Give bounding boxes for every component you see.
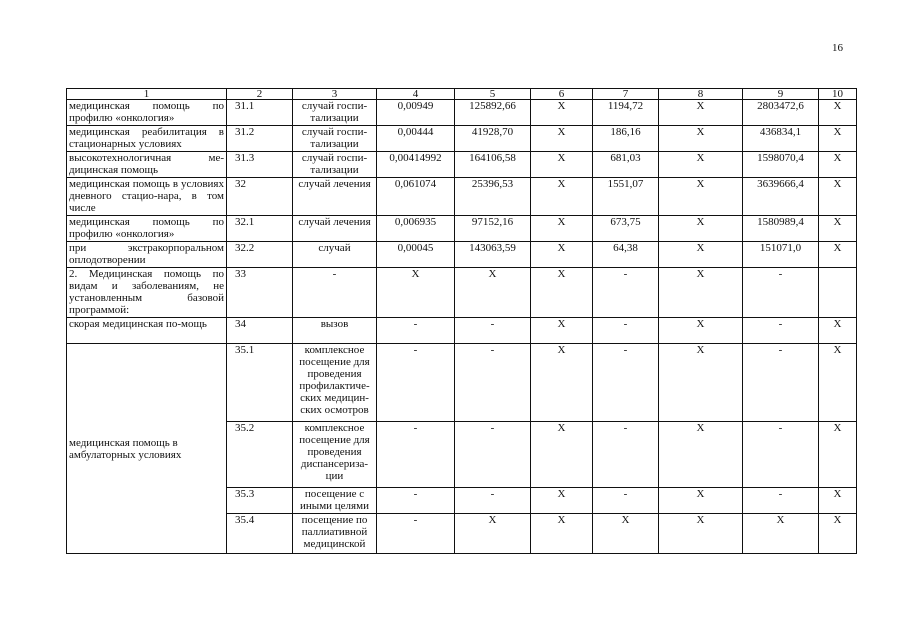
row-value-c9: 436834,1 bbox=[743, 126, 819, 152]
header-cell-4: 4 bbox=[377, 89, 455, 100]
row-value-c8: Х bbox=[659, 216, 743, 242]
row-value-c9: - bbox=[743, 488, 819, 514]
row-name: медицинская реабилитация в стационарных условиях bbox=[67, 126, 227, 152]
row-value-c7: - bbox=[593, 344, 659, 422]
row-value-c7: 64,38 bbox=[593, 242, 659, 268]
row-unit: случай лечения bbox=[293, 178, 377, 216]
row-unit: случай bbox=[293, 242, 377, 268]
row-unit: посещение по паллиативной медицинской bbox=[293, 514, 377, 554]
row-value-c8: Х bbox=[659, 422, 743, 488]
row-name: медицинская помощь по профилю «онкология» bbox=[67, 100, 227, 126]
row-value-c9: - bbox=[743, 422, 819, 488]
row-value-c4: Х bbox=[377, 268, 455, 318]
row-value-c10: Х bbox=[819, 126, 857, 152]
row-unit: случай лечения bbox=[293, 216, 377, 242]
row-value-c10: Х bbox=[819, 488, 857, 514]
row-unit: комплексное посещение для проведения диспансериза-ции bbox=[293, 422, 377, 488]
row-number: 33 bbox=[227, 268, 293, 318]
row-value-c5: - bbox=[455, 344, 531, 422]
header-cell-2: 2 bbox=[227, 89, 293, 100]
row-name: медицинская помощь в условиях дневного стацио-нара, в том числе bbox=[67, 178, 227, 216]
row-value-c7: - bbox=[593, 422, 659, 488]
row-value-c4: - bbox=[377, 488, 455, 514]
row-value-c7: Х bbox=[593, 514, 659, 554]
row-value-c5: - bbox=[455, 488, 531, 514]
row-value-c5: 97152,16 bbox=[455, 216, 531, 242]
row-value-c6: Х bbox=[531, 318, 593, 344]
row-value-c4: 0,00045 bbox=[377, 242, 455, 268]
row-value-c7: - bbox=[593, 488, 659, 514]
row-value-c6: Х bbox=[531, 514, 593, 554]
header-cell-5: 5 bbox=[455, 89, 531, 100]
header-row bbox=[67, 89, 857, 100]
row-value-c8: Х bbox=[659, 100, 743, 126]
row-value-c7: 186,16 bbox=[593, 126, 659, 152]
row-unit: посещение с иными целями bbox=[293, 488, 377, 514]
row-unit: комплексное посещение для проведения профилактиче-ских медицин-ских осмотров bbox=[293, 344, 377, 422]
row-value-c6: Х bbox=[531, 242, 593, 268]
row-number: 31.2 bbox=[227, 126, 293, 152]
row-number: 31.1 bbox=[227, 100, 293, 126]
data-table bbox=[66, 88, 857, 554]
row-unit: случай госпи-тализации bbox=[293, 126, 377, 152]
row-value-c8: Х bbox=[659, 152, 743, 178]
row-value-c10: Х bbox=[819, 422, 857, 488]
row-unit: вызов bbox=[293, 318, 377, 344]
row-value-c5: - bbox=[455, 422, 531, 488]
row-value-c6: Х bbox=[531, 488, 593, 514]
row-value-c5: 164106,58 bbox=[455, 152, 531, 178]
row-number: 35.1 bbox=[227, 344, 293, 422]
table-row bbox=[67, 152, 857, 178]
row-value-c6: Х bbox=[531, 126, 593, 152]
row-unit: случай госпи-тализации bbox=[293, 100, 377, 126]
row-value-c7: 1551,07 bbox=[593, 178, 659, 216]
header-cell-10: 10 bbox=[819, 89, 857, 100]
row-value-c8: Х bbox=[659, 268, 743, 318]
row-value-c4: - bbox=[377, 318, 455, 344]
row-value-c10 bbox=[819, 268, 857, 318]
row-name: высокотехнологичная ме-дицинская помощь bbox=[67, 152, 227, 178]
row-value-c4: - bbox=[377, 344, 455, 422]
row-value-c5: 25396,53 bbox=[455, 178, 531, 216]
row-value-c9: Х bbox=[743, 514, 819, 554]
row-value-c10: Х bbox=[819, 100, 857, 126]
row-value-c4: 0,061074 bbox=[377, 178, 455, 216]
row-value-c8: Х bbox=[659, 318, 743, 344]
row-value-c9: - bbox=[743, 344, 819, 422]
row-value-c4: 0,00414992 bbox=[377, 152, 455, 178]
row-value-c8: Х bbox=[659, 344, 743, 422]
page-number: 16 bbox=[832, 42, 843, 54]
row-name: при экстракорпоральном оплодотворении bbox=[67, 242, 227, 268]
row-number: 35.4 bbox=[227, 514, 293, 554]
row-value-c9: 2803472,6 bbox=[743, 100, 819, 126]
header-cell-6: 6 bbox=[531, 89, 593, 100]
row-value-c10: Х bbox=[819, 242, 857, 268]
row-value-c9: - bbox=[743, 318, 819, 344]
row-value-c5: Х bbox=[455, 514, 531, 554]
row-value-c8: Х bbox=[659, 242, 743, 268]
row-number: 32.2 bbox=[227, 242, 293, 268]
row-value-c6: Х bbox=[531, 268, 593, 318]
row-value-c4: 0,006935 bbox=[377, 216, 455, 242]
row-name: скорая медицинская по-мощь bbox=[67, 318, 227, 344]
row-value-c6: Х bbox=[531, 422, 593, 488]
table-row bbox=[67, 318, 857, 344]
ambulatory-group-name: медицинская помощь в амбулаторных условиях bbox=[67, 344, 227, 554]
row-number: 31.3 bbox=[227, 152, 293, 178]
row-number: 35.3 bbox=[227, 488, 293, 514]
row-value-c9: 151071,0 bbox=[743, 242, 819, 268]
row-value-c5: 41928,70 bbox=[455, 126, 531, 152]
table-row bbox=[67, 178, 857, 216]
row-number: 35.2 bbox=[227, 422, 293, 488]
row-value-c5: 143063,59 bbox=[455, 242, 531, 268]
row-value-c7: 673,75 bbox=[593, 216, 659, 242]
row-value-c9: 1598070,4 bbox=[743, 152, 819, 178]
row-unit: случай госпи-тализации bbox=[293, 152, 377, 178]
row-value-c5: Х bbox=[455, 268, 531, 318]
row-value-c4: - bbox=[377, 422, 455, 488]
row-number: 32 bbox=[227, 178, 293, 216]
table-row bbox=[67, 100, 857, 126]
table-row bbox=[67, 268, 857, 318]
header-cell-3: 3 bbox=[293, 89, 377, 100]
header-cell-1: 1 bbox=[67, 89, 227, 100]
row-value-c5: - bbox=[455, 318, 531, 344]
table-row bbox=[67, 344, 857, 422]
row-value-c6: Х bbox=[531, 216, 593, 242]
row-value-c6: Х bbox=[531, 100, 593, 126]
row-value-c7: 681,03 bbox=[593, 152, 659, 178]
row-value-c7: 1194,72 bbox=[593, 100, 659, 126]
header-cell-7: 7 bbox=[593, 89, 659, 100]
row-value-c10: Х bbox=[819, 344, 857, 422]
row-value-c6: Х bbox=[531, 178, 593, 216]
row-value-c4: - bbox=[377, 514, 455, 554]
table-row bbox=[67, 126, 857, 152]
row-number: 34 bbox=[227, 318, 293, 344]
row-value-c10: Х bbox=[819, 514, 857, 554]
row-value-c10: Х bbox=[819, 152, 857, 178]
row-value-c10: Х bbox=[819, 318, 857, 344]
row-value-c8: Х bbox=[659, 514, 743, 554]
header-cell-8: 8 bbox=[659, 89, 743, 100]
row-value-c10: Х bbox=[819, 216, 857, 242]
row-value-c4: 0,00949 bbox=[377, 100, 455, 126]
row-value-c9: 3639666,4 bbox=[743, 178, 819, 216]
row-value-c5: 125892,66 bbox=[455, 100, 531, 126]
row-value-c7: - bbox=[593, 268, 659, 318]
row-value-c10: Х bbox=[819, 178, 857, 216]
table-row bbox=[67, 216, 857, 242]
row-number: 32.1 bbox=[227, 216, 293, 242]
row-value-c4: 0,00444 bbox=[377, 126, 455, 152]
row-value-c6: Х bbox=[531, 344, 593, 422]
row-value-c6: Х bbox=[531, 152, 593, 178]
row-value-c7: - bbox=[593, 318, 659, 344]
header-cell-9: 9 bbox=[743, 89, 819, 100]
row-value-c8: Х bbox=[659, 126, 743, 152]
row-name: 2. Медицинская помощь по видам и заболеваниям, не установленным базовой программой: bbox=[67, 268, 227, 318]
row-unit: - bbox=[293, 268, 377, 318]
table-row bbox=[67, 242, 857, 268]
row-value-c8: Х bbox=[659, 178, 743, 216]
row-name: медицинская помощь по профилю «онкология» bbox=[67, 216, 227, 242]
row-value-c9: - bbox=[743, 268, 819, 318]
row-value-c9: 1580989,4 bbox=[743, 216, 819, 242]
row-value-c8: Х bbox=[659, 488, 743, 514]
